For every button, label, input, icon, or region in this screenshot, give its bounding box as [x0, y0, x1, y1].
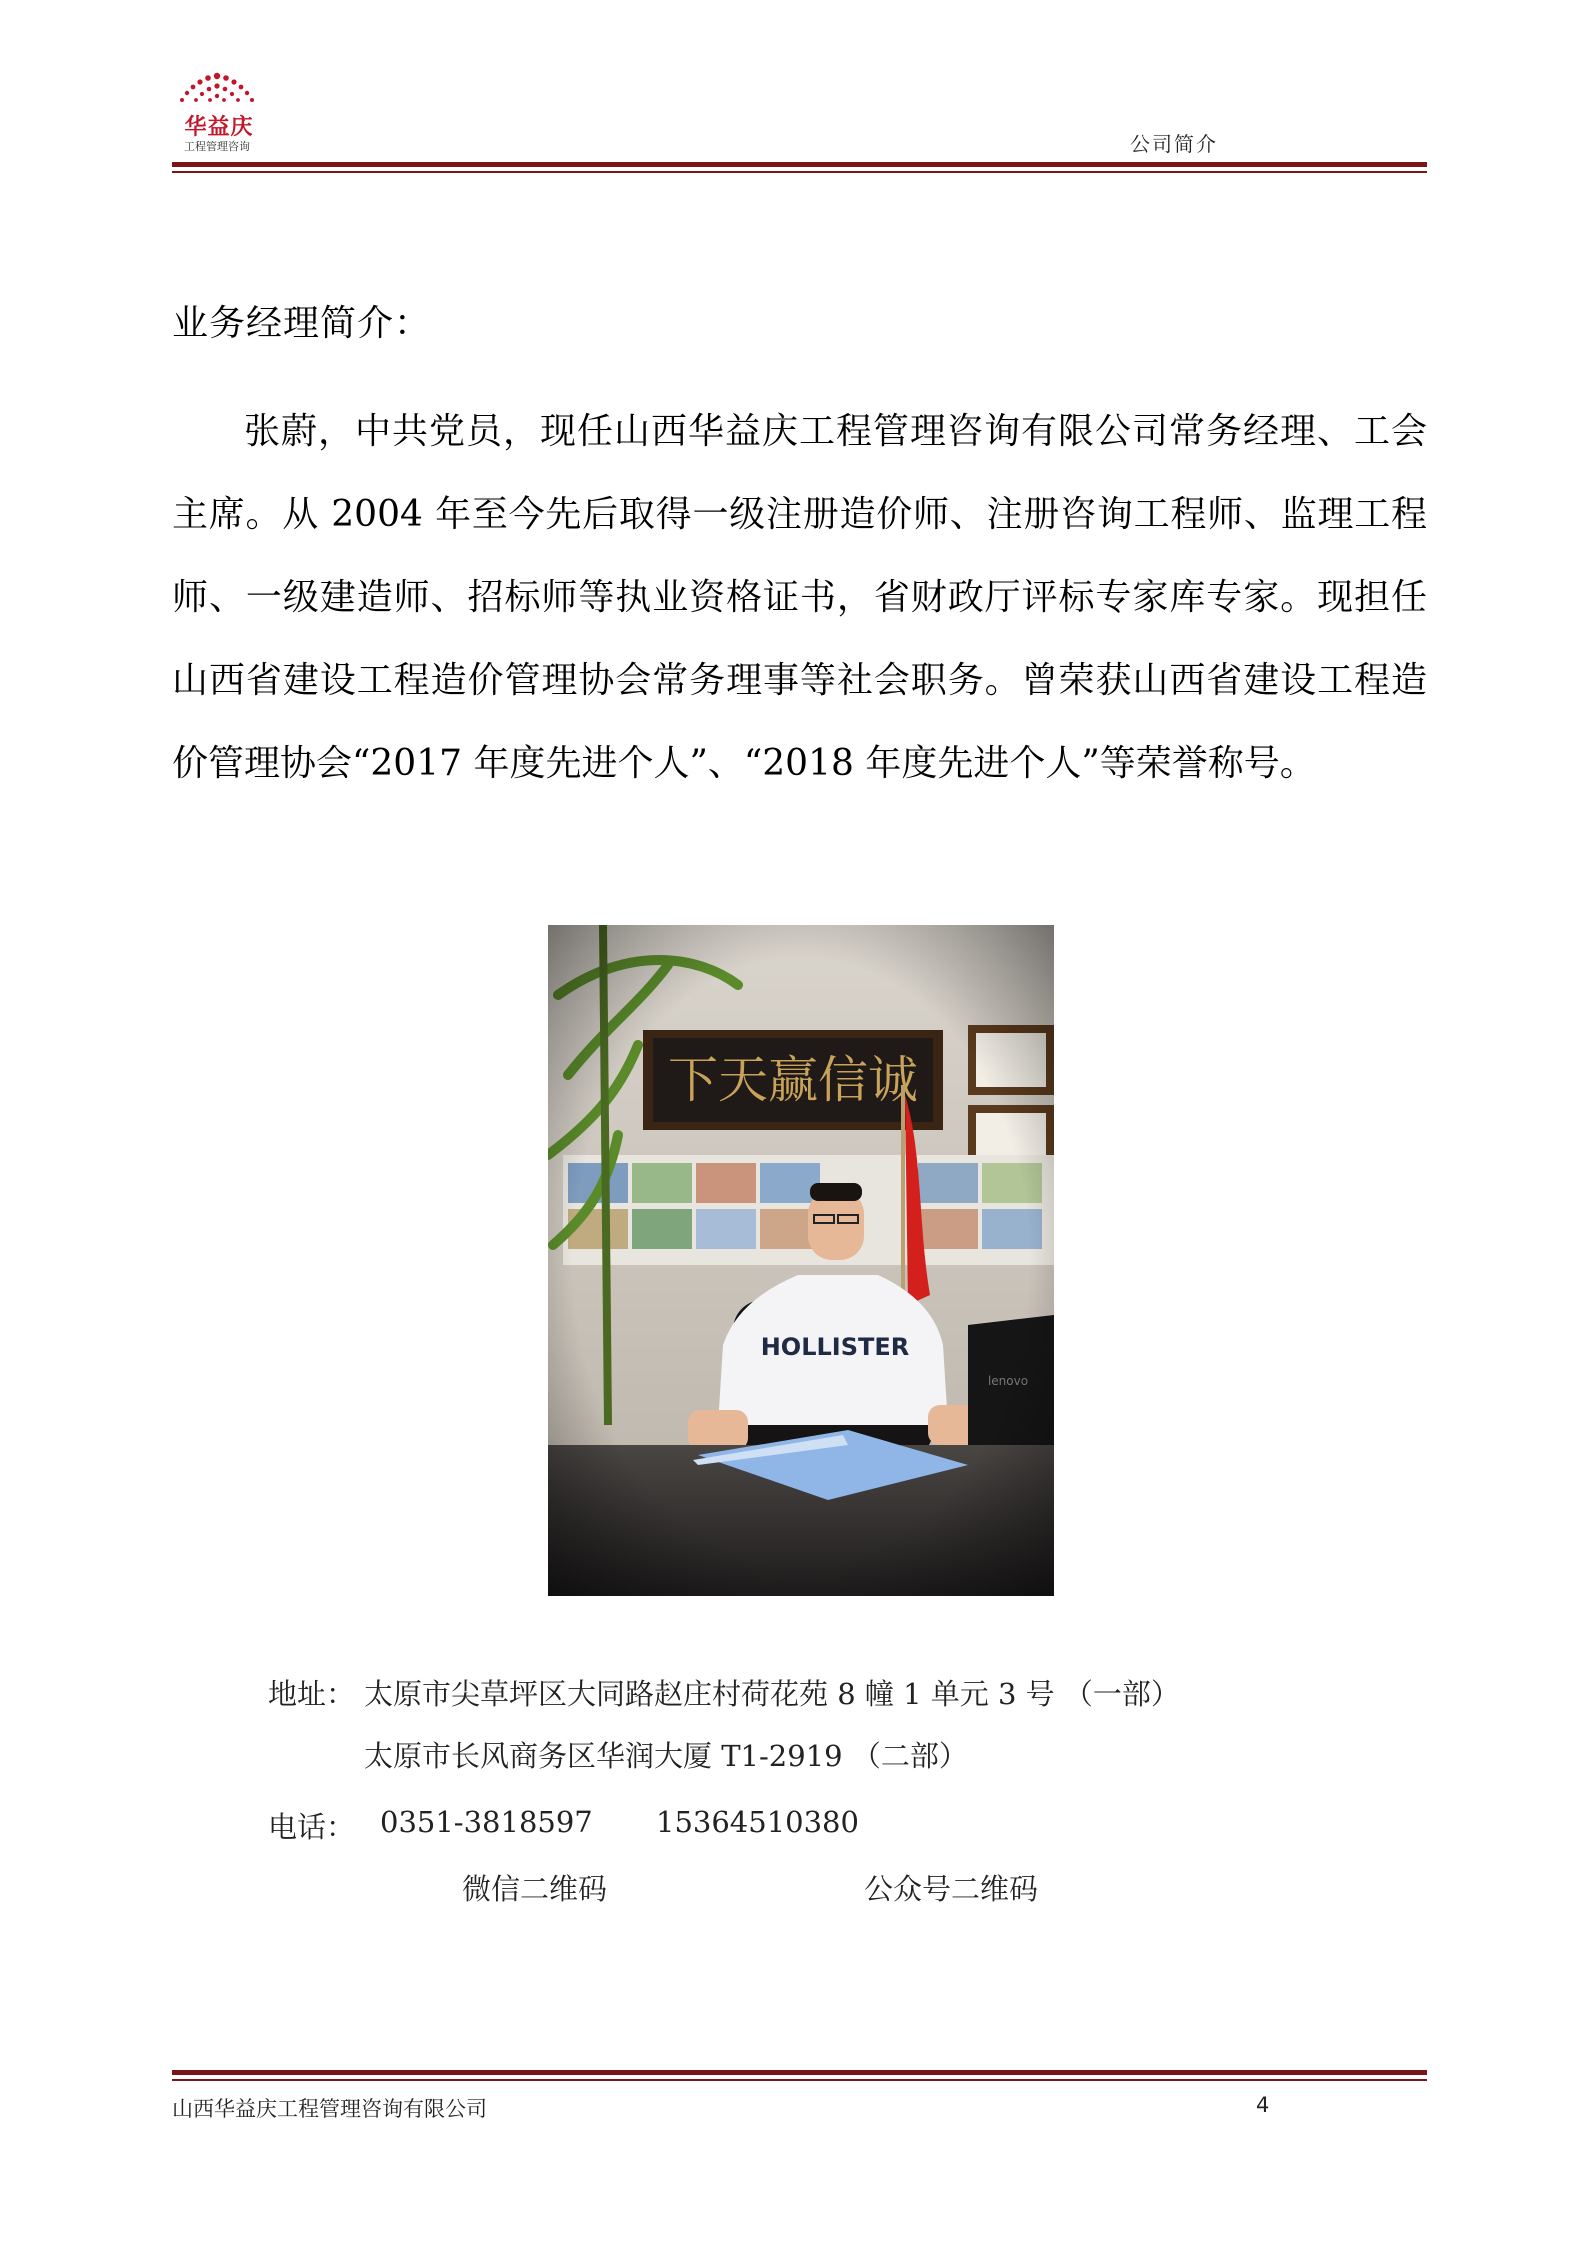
footer-rule-thick [172, 2070, 1427, 2075]
phone-number-2: 15364510380 [656, 1805, 859, 1839]
address-label: 地址： [268, 1677, 356, 1711]
official-account-qr-label: 公众号二维码 [864, 1872, 1039, 1906]
manager-photo [548, 925, 1054, 1596]
address-line-1: 太原市尖草坪区大同路赵庄村荷花苑 8 幢 1 单元 3 号 （一部） [364, 1677, 1180, 1711]
address-line-2: 太原市长风商务区华润大厦 T1-2919 （二部） [364, 1739, 968, 1773]
logo-dots-icon [172, 70, 262, 114]
logo-text: 华益庆 [184, 115, 254, 140]
phone-label: 电话： [268, 1810, 356, 1844]
company-logo [172, 70, 262, 153]
header-rule-thin [172, 171, 1427, 173]
phone-number-1: 0351-3818597 [380, 1805, 593, 1839]
manager-photo-illustration [548, 925, 1054, 1596]
page-title: 业务经理简介： [172, 303, 432, 344]
header-section-title: 公司简介 [1130, 132, 1218, 156]
bio-paragraph [172, 390, 1427, 805]
bio-text: 张蔚，中共党员，现任山西华益庆工程管理咨询有限公司常务经理、工会主席。从 2004 年至今先后取得一级注册造价师、注册咨询工程师、监理工程师、一级建造师、招标师等执业资格证书，省财政厅评标专家库专家。现担任山西省建设工程造价管理协会常务理事等社会职务。曾荣获山西省建设工程造价管理协会“2017 年度先进个人”、“2018 年度先进个人”等荣誉称号。 [172, 411, 1427, 784]
footer-rule-thin [172, 2079, 1427, 2081]
page-number: 4 [1256, 2093, 1270, 2117]
header-rule-thick [172, 162, 1427, 167]
logo-subtitle: 工程管理咨询 [184, 140, 250, 153]
footer-company-name: 山西华益庆工程管理咨询有限公司 [172, 2097, 487, 2121]
wechat-qr-label: 微信二维码 [462, 1872, 608, 1906]
